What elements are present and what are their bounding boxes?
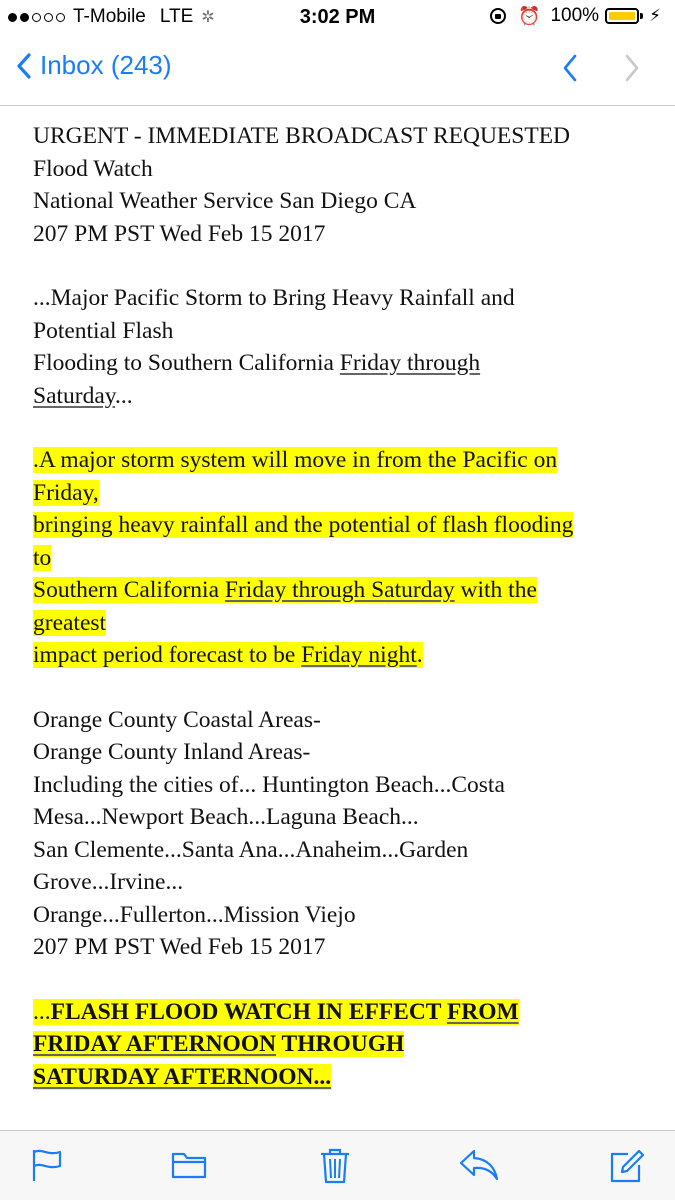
charging-icon: ⚡︎ [649, 6, 661, 25]
affected-areas [33, 704, 645, 964]
previous-message-button[interactable] [560, 52, 580, 89]
battery-percent: 100% [550, 5, 600, 26]
highlighted-text: with the [454, 577, 537, 603]
email-body [0, 106, 675, 1130]
bulletin-summary [33, 444, 645, 672]
area-line: Including the cities of... Huntington Beach...Costa [33, 771, 505, 798]
area-line: San Clemente...Santa Ana...Anaheim...Garden [33, 836, 469, 863]
highlighted-text: ... [33, 998, 51, 1025]
headline-line [33, 347, 645, 380]
bulletin-timestamp: 207 PM PST Wed Feb 15 2017 [33, 220, 326, 247]
headline-text: Flooding to Southern California [33, 350, 340, 376]
reply-button[interactable] [458, 1147, 500, 1188]
move-to-folder-button[interactable] [170, 1147, 208, 1186]
headline-line: Potential Flash [33, 317, 174, 344]
summary-line [33, 477, 645, 510]
summary-line [33, 639, 645, 672]
battery-cap [640, 13, 643, 19]
bulletin-type: Flood Watch [33, 155, 153, 182]
headline-line: ...Major Pacific Storm to Bring Heavy Rainfall and [33, 285, 515, 311]
chevron-down-icon [622, 52, 642, 84]
bottom-toolbar [0, 1130, 675, 1200]
date-link[interactable]: SATURDAY AFTERNOON... [33, 1063, 332, 1090]
chevron-up-icon [560, 52, 580, 84]
highlighted-text: Friday, [33, 479, 99, 506]
summary-line [33, 574, 645, 607]
date-link[interactable]: Saturday [33, 382, 116, 409]
activity-spinner-icon: ✲ [201, 9, 215, 26]
bulletin-header [33, 120, 645, 250]
headline-text: ... [115, 382, 133, 409]
highlighted-text: THROUGH [276, 1031, 405, 1057]
flag-icon [30, 1147, 64, 1183]
highlighted-text: .A major storm system will move in from the Pacific on [33, 447, 558, 473]
back-to-inbox-button[interactable] [16, 50, 172, 81]
carrier-name: T-Mobile [73, 6, 146, 27]
highlighted-text: to [33, 544, 52, 571]
highlighted-text: Southern California [33, 577, 225, 603]
bulletin-priority: URGENT - IMMEDIATE BROADCAST REQUESTED [33, 123, 571, 149]
highlighted-text: FLASH FLOOD WATCH IN EFFECT [50, 998, 447, 1025]
status-time: 3:02 PM [299, 6, 376, 28]
reply-icon [458, 1147, 500, 1183]
area-line: Mesa...Newport Beach...Laguna Beach... [33, 804, 419, 830]
flag-button[interactable] [30, 1147, 64, 1188]
summary-line [33, 509, 645, 542]
watch-line [33, 996, 645, 1029]
bulletin-headline [33, 282, 645, 412]
status-right [490, 5, 661, 27]
area-line: Grove...Irvine... [33, 869, 184, 895]
alarm-icon: ⏰ [518, 5, 541, 26]
chevron-left-icon [16, 52, 32, 80]
compose-button[interactable] [608, 1147, 646, 1190]
orientation-lock-icon [490, 8, 506, 24]
next-message-button[interactable] [622, 52, 642, 89]
headline-line [33, 380, 645, 413]
highlighted-text: greatest [33, 609, 107, 636]
area-timestamp: 207 PM PST Wed Feb 15 2017 [33, 934, 326, 960]
area-line: Orange...Fullerton...Mission Viejo [33, 901, 356, 928]
folder-icon [170, 1147, 208, 1181]
area-line: Orange County Inland Areas- [33, 739, 311, 765]
bulletin-issuer: National Weather Service San Diego CA [33, 188, 417, 214]
date-link[interactable]: Friday night [301, 642, 417, 668]
date-link[interactable]: FROM [446, 998, 519, 1025]
date-link[interactable]: Friday through Saturday [224, 577, 455, 603]
highlighted-text: bringing heavy rainfall and the potential of flash flooding [33, 512, 574, 538]
watch-line [33, 1061, 645, 1094]
date-link[interactable]: FRIDAY AFTERNOON [33, 1031, 277, 1057]
summary-line [33, 444, 645, 477]
navigation-bar [0, 36, 675, 106]
summary-line [33, 607, 645, 640]
network-type: LTE [159, 6, 194, 27]
date-link[interactable]: Friday through [339, 350, 481, 376]
delete-button[interactable] [318, 1147, 352, 1190]
compose-icon [608, 1147, 646, 1185]
highlighted-text: impact period forecast to be [33, 642, 302, 668]
summary-line [33, 542, 645, 575]
status-bar [0, 0, 675, 36]
area-line: Orange County Coastal Areas- [33, 706, 321, 733]
battery-icon [605, 8, 639, 24]
trash-icon [318, 1147, 352, 1185]
back-button-label: Inbox (243) [40, 50, 172, 80]
flash-flood-watch [33, 996, 645, 1094]
highlighted-text: . [416, 642, 423, 668]
watch-line [33, 1028, 645, 1061]
